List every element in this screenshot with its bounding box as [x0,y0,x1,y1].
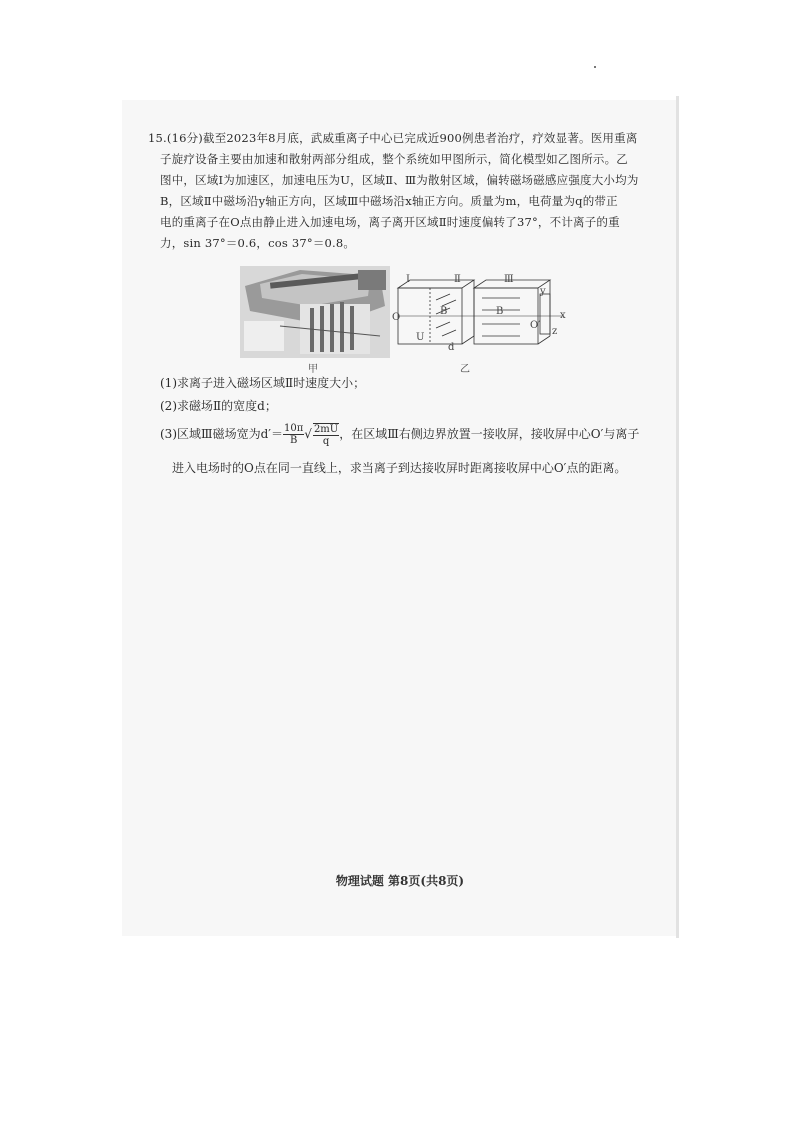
fraction-denominator: B [289,435,298,446]
voltage-U-label: U [416,332,425,343]
region-1-label: Ⅰ [406,274,410,285]
schematic-diagram [392,266,570,358]
page-footer: 物理试题 第8页(共8页) [335,874,465,888]
point-O-label: O [392,312,401,323]
figure-label-yi: 乙 [460,364,470,375]
figure-label-jia: 甲 [308,364,318,375]
point-Oprime-label: O′ [530,320,541,331]
region-3-label: Ⅲ [504,274,514,285]
fraction-numerator: 10π [283,423,304,434]
problem-line-4: B，区域Ⅱ中磁场沿y轴正方向，区域Ⅲ中磁场沿x轴正方向。质量为m，电荷量为q的带正 [160,194,618,208]
scan-edge [676,96,679,938]
region-2-label: Ⅱ [454,274,461,285]
problem-line-5: 电的重离子在O点由静止进入加速电场，离子离开区域Ⅱ时速度偏转了37°，不计离子的重 [160,215,620,229]
problem-statement [148,128,653,254]
figure-area [240,266,570,384]
equipment-photo [240,266,390,358]
problem-line-1: 15.(16分)截至2023年8月底，武威重离子中心已完成近900例患者治疗，疗效显著。医用重离 [148,131,638,145]
question-3-line-2: 进入电场时的O点在同一直线上，求当离子到达接收屏时距离接收屏中心O′点的距离。 [172,461,627,475]
sqrt-fraction [313,423,339,447]
sqrt-numerator: 2mU [313,423,339,435]
problem-line-6: 力，sin 37°＝0.6，cos 37°＝0.8。 [160,236,356,250]
problem-line-2: 子旋疗设备主要由加速和散射两部分组成，整个系统如甲图所示，简化模型如乙图所示。乙 [160,152,628,166]
problem-line-3: 图中，区域Ⅰ为加速区，加速电压为U，区域Ⅱ、Ⅲ为散射区域，偏转磁场磁感应强度大小均为 [160,173,639,187]
field-B-label-2: B [440,306,448,317]
width-d-label: d [448,342,455,353]
sqrt-sign: √ [304,427,312,441]
question-3-suffix: ，在区域Ⅲ右侧边界放置一接收屏，接收屏中心O′与离子 [339,427,640,441]
sqrt-denominator: q [322,435,330,447]
field-B-label-3: B [496,306,504,317]
axis-z-label: z [552,326,558,337]
question-3 [160,422,660,447]
question-1: (1)求离子进入磁场区域Ⅱ时速度大小； [160,376,366,390]
axis-x-label: x [560,310,566,321]
fraction [283,423,304,446]
question-3-prefix: (3)区域Ⅲ磁场宽为d′＝ [160,427,283,441]
question-2: (2)求磁场Ⅱ的宽度d； [160,399,277,413]
axis-y-label: y [540,286,546,297]
speck [594,66,596,68]
